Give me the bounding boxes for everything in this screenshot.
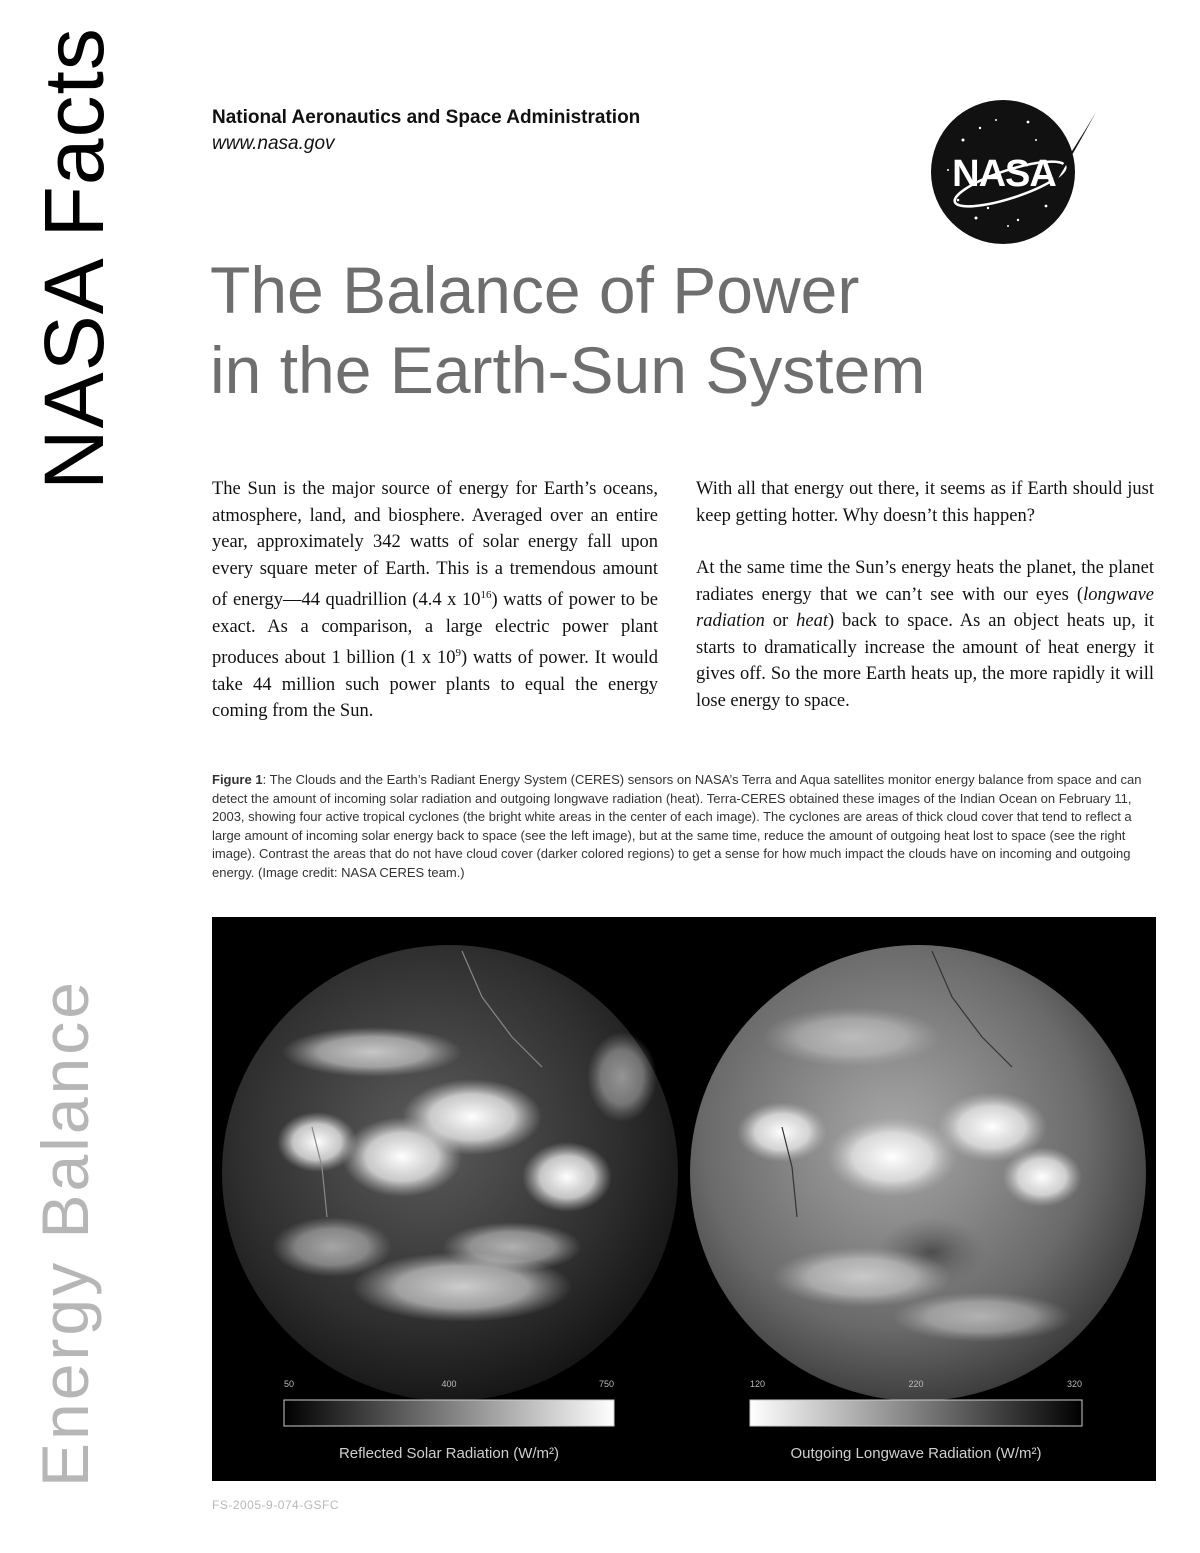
- text-segment: The Sun is the major source of energy for Earth’s oceans, atmosphere, land, and biosphere. Averaged over an entire year, approximately 342 watts of solar energy fall upon every square meter of Earth. This is a tremendous amount of energy—44 quadrillion (4.4 x 10: [212, 479, 658, 611]
- nasa-logo-wordmark: NASA: [952, 153, 1056, 195]
- agency-url[interactable]: www.nasa.gov: [212, 133, 335, 154]
- text-segment: ) watts of power. It would take 44 million such power plants to equal the energy coming from the Sun.: [212, 648, 658, 722]
- text-segment: ) back to space. As an object heats up, it starts to dramatically increase the amount of heat energy it gives off. So the more Earth heats up, the more rapidly it will lose energy to space.: [696, 611, 1154, 711]
- sidebar-topic: Energy Balance: [28, 979, 102, 1487]
- colorbar-gradient: [284, 1400, 614, 1426]
- page-title: [210, 250, 925, 410]
- superscript: 16: [480, 589, 492, 601]
- text-segment: or: [764, 611, 797, 631]
- text-segment: At the same time the Sun’s energy heats the planet, the planet radiates energy that we can’t see with our eyes (: [696, 558, 1154, 605]
- colorbar-gradient: [750, 1400, 1082, 1426]
- figure-image: [212, 917, 1156, 1481]
- title-line-1: The Balance of Power: [210, 253, 860, 327]
- agency-name: National Aeronautics and Space Administration: [212, 107, 641, 128]
- body-column-right: [696, 476, 1154, 714]
- colorbar-tick-label: 120: [750, 1379, 766, 1389]
- title-line-2: in the Earth-Sun System: [210, 333, 926, 407]
- earth-globe-outgoing-longwave: [690, 945, 1146, 1401]
- nasa-logo: [918, 100, 1118, 250]
- colorbar-title: Reflected Solar Radiation (W/m²): [338, 1445, 560, 1462]
- figure-caption: [212, 771, 1156, 883]
- colorbar-tick-label: 50: [284, 1379, 295, 1389]
- superscript: 9: [455, 647, 461, 660]
- caption-text: : The Clouds and the Earth’s Radiant Energy System (CERES) sensors on NASA’s Terra and Aqua satellites monitor energy balance from space and can detect the amount of incoming solar radiation and outgoing longwave radiation (heat). Terra-CERES obtained these images of the Indian Ocean on February 11, 2003, showing four active tropical cyclones (the bright white areas in the center of each image). The cyclones are areas of thick cloud cover that tend to reflect a large amount of incoming solar energy back to space (see the left image), but at the same time, reduce the amount of outgoing heat lost to space (see the right image). Contrast the areas that do not have cloud cover (darker colored regions) to get a sense for how much impact the clouds have on incoming and outgoing energy. (Image credit: NASA CERES team.): [212, 772, 1142, 880]
- sidebar-brand: NASA Facts: [27, 27, 121, 490]
- earth-globe-reflected-solar: [222, 945, 678, 1401]
- colorbar-tick-label: 320: [1066, 1379, 1082, 1389]
- body-paragraph: [212, 476, 658, 725]
- body-paragraph: With all that energy out there, it seems as if Earth should just keep getting hotter. Why doesn’t this happen?: [696, 479, 1154, 526]
- body-paragraph: [696, 555, 1154, 714]
- colorbar-tick-label: 220: [908, 1379, 924, 1389]
- emphasis-term: heat: [796, 611, 828, 631]
- caption-label: Figure 1: [212, 772, 263, 787]
- emphasis-term: longwave radiation: [696, 584, 1154, 631]
- document-code: FS-2005-9-074-GSFC: [212, 1498, 340, 1512]
- body-column-left: [212, 476, 658, 725]
- colorbar-tick-label: 750: [598, 1379, 614, 1389]
- colorbar-title: Outgoing Longwave Radiation (W/m²): [790, 1445, 1042, 1462]
- text-segment: ) watts of power to be exact. As a comparison, a large electric power plant produces about 1 billion (1 x 10: [212, 590, 658, 669]
- colorbar-tick-label: 400: [441, 1379, 457, 1389]
